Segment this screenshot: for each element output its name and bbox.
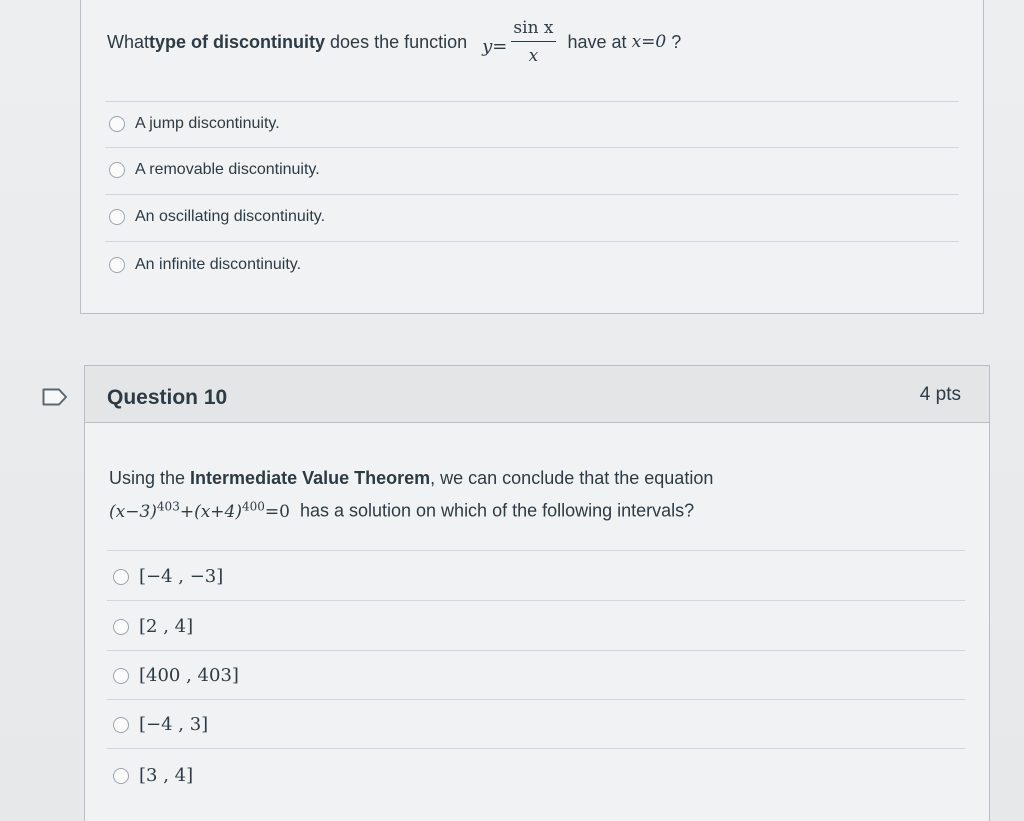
prompt-line-2-text: has a solution on which of the following intervals?: [299, 500, 695, 521]
answer-label: [−4 , −3]: [139, 566, 224, 587]
question-points: 4 pts: [919, 384, 961, 405]
prompt-suffix: have at: [567, 31, 632, 52]
equation-exponent-1: 403: [156, 499, 180, 513]
radio-button[interactable]: [113, 619, 129, 635]
question-10-prompt: [109, 464, 713, 526]
point-value: x=0: [631, 32, 667, 52]
prompt-line-2: [109, 492, 713, 526]
answer-label: A jump discontinuity.: [135, 115, 280, 132]
answer-option[interactable]: [109, 161, 320, 179]
radio-button[interactable]: [113, 569, 129, 585]
question-mark: ?: [666, 31, 682, 52]
divider: [105, 194, 959, 195]
prompt-suffix: , we can conclude that the equation: [430, 468, 714, 488]
equation: [109, 499, 290, 522]
equation-part-3: =0: [264, 501, 290, 522]
fraction-denominator: x: [528, 46, 539, 66]
answer-label: [3 , 4]: [139, 765, 194, 786]
answer-option[interactable]: [113, 616, 193, 637]
question-9-card: [80, 0, 984, 314]
question-title: Question 10: [107, 386, 228, 409]
radio-button[interactable]: [113, 768, 129, 784]
fraction-numerator: sin x: [511, 18, 555, 42]
answer-label: An infinite discontinuity.: [135, 256, 302, 273]
divider: [107, 748, 965, 749]
prompt-line-1: [109, 464, 713, 492]
divider: [105, 241, 959, 242]
answer-option[interactable]: [109, 115, 280, 133]
answer-option[interactable]: [113, 566, 223, 587]
radio-button[interactable]: [113, 717, 129, 733]
answer-label: [−4 , 3]: [139, 714, 209, 735]
divider: [107, 600, 965, 601]
answer-label: [2 , 4]: [139, 616, 194, 637]
answer-label: An oscillating discontinuity.: [135, 208, 326, 225]
equation-exponent-2: 400: [241, 499, 265, 513]
radio-button[interactable]: [109, 116, 125, 132]
prompt-bold: type of discontinuity: [149, 31, 326, 52]
equation-part-2: +(x+4): [179, 501, 242, 522]
radio-button[interactable]: [109, 209, 125, 225]
radio-button[interactable]: [109, 257, 125, 273]
answer-label: [400 , 403]: [139, 665, 239, 686]
divider: [107, 550, 965, 551]
prompt-bold: Intermediate Value Theorem: [190, 468, 431, 488]
flag-icon[interactable]: [42, 388, 68, 406]
fraction: [511, 18, 555, 66]
question-9-prompt: [107, 18, 681, 66]
prompt-prefix: Using the: [109, 468, 191, 488]
equation-lhs: y=: [482, 35, 508, 57]
answer-option[interactable]: [109, 256, 301, 274]
answer-option[interactable]: [109, 208, 325, 226]
prompt-prefix: What: [107, 31, 150, 52]
answer-option[interactable]: [113, 765, 193, 786]
divider: [105, 147, 959, 148]
answer-option[interactable]: [113, 714, 208, 735]
divider: [107, 650, 965, 651]
answer-option[interactable]: [113, 665, 239, 686]
question-10-card: [84, 365, 990, 821]
radio-button[interactable]: [113, 668, 129, 684]
question-header: [85, 366, 989, 423]
prompt-middle: does the function: [325, 31, 473, 52]
divider: [107, 699, 965, 700]
equation-part-1: (x−3): [109, 501, 157, 522]
radio-button[interactable]: [109, 162, 125, 178]
divider: [105, 101, 959, 102]
answer-label: A removable discontinuity.: [135, 161, 320, 178]
